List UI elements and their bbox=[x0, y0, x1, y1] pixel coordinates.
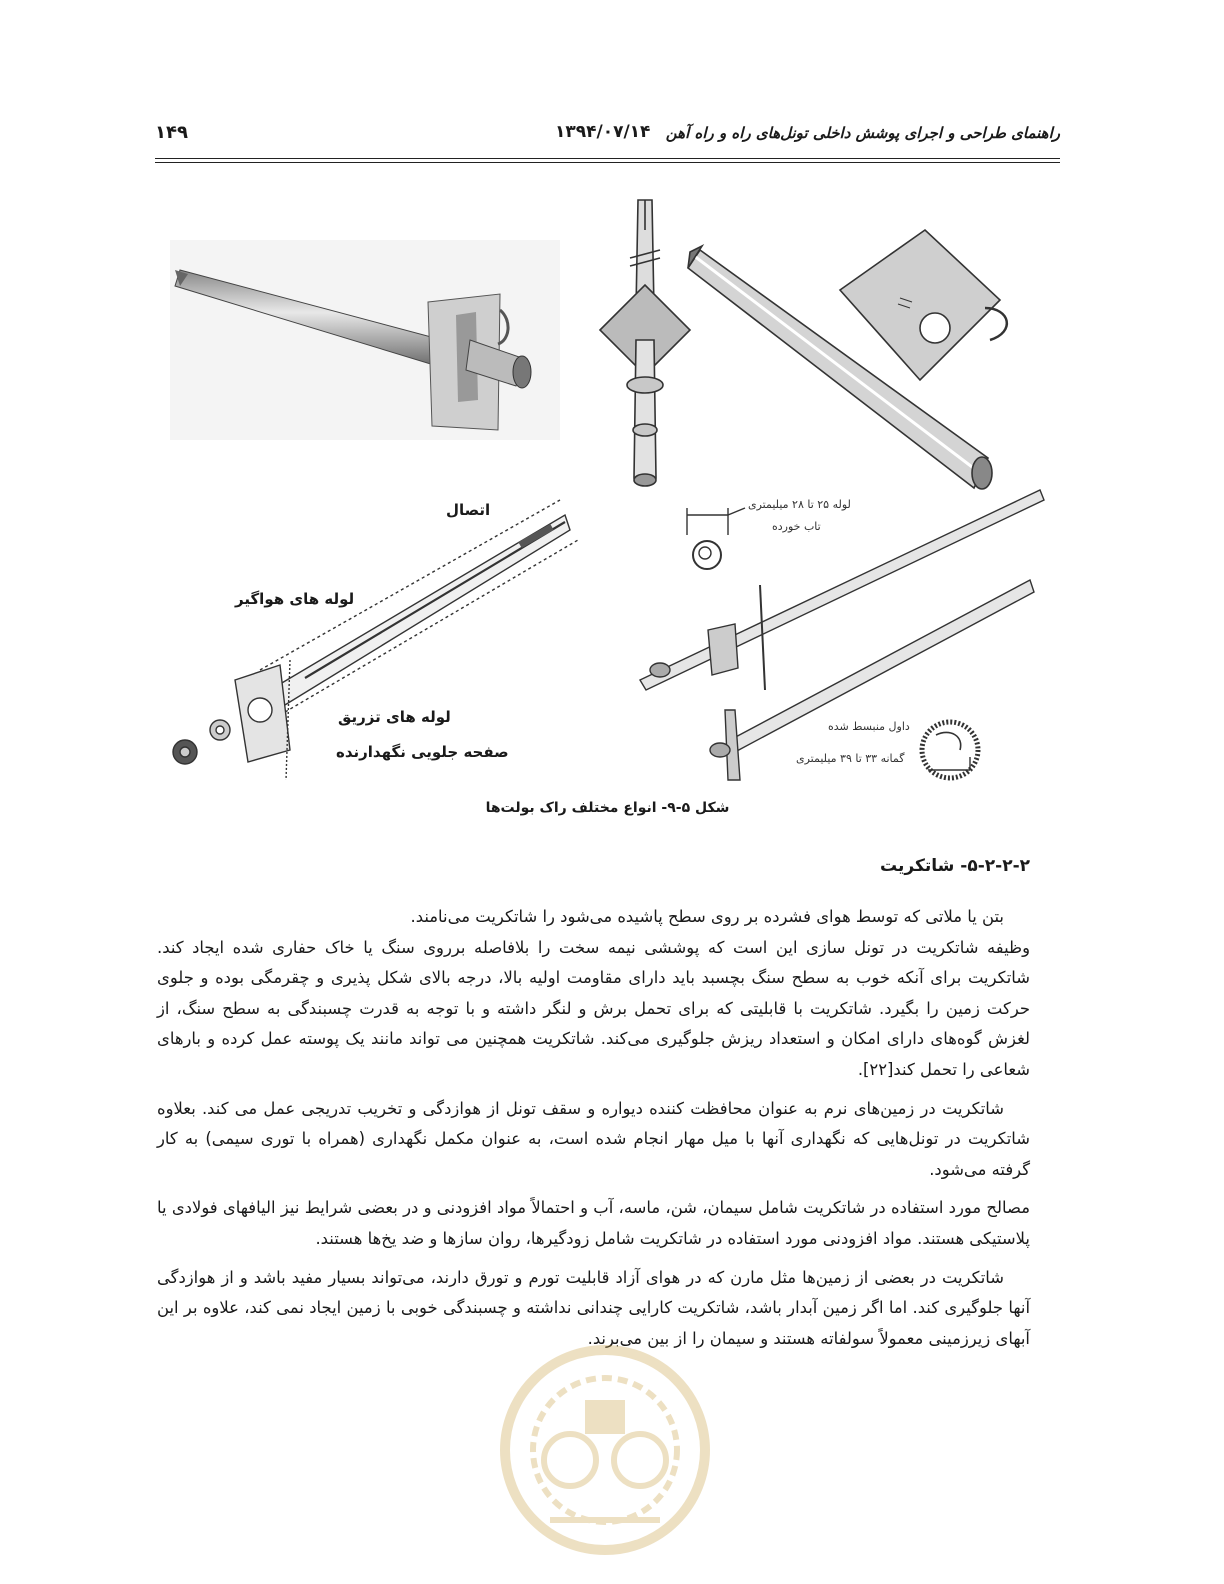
section-heading: ۵-۲-۲-۲- شاتکریت bbox=[880, 856, 1030, 876]
label-injection-pipes: لوله های تزریق bbox=[338, 708, 451, 726]
figure-caption: شکل ۵-۹- انواع مختلف راک بولت‌ها bbox=[485, 800, 730, 816]
paragraph: مصالح مورد استفاده در شاتکریت شامل سیمان، شن، ماسه، آب و احتمالاً مواد افزودنی و در بعضی شرایط نیز الیافهای فولادی یا پلاستیکی هستند. مواد افزودنی مورد استفاده در شاتکریت شامل زودگیرها، روان سازها و ضد یخ‌ها هستند. bbox=[157, 1198, 1030, 1248]
section-body bbox=[157, 902, 1030, 1354]
header-rule-bottom bbox=[155, 162, 1060, 163]
watermark-seal bbox=[490, 1330, 720, 1584]
running-title: راهنمای طراحی و اجرای پوشش داخلی تونل‌های راه و راه آهن bbox=[665, 124, 1060, 142]
page-header bbox=[155, 118, 1060, 158]
label-expanded-dowel: داول منبسط شده bbox=[828, 720, 910, 733]
tube-bolt-wall-drawing bbox=[640, 490, 1044, 780]
label-connection: اتصال bbox=[446, 501, 491, 519]
label-twisted: تاب خورده bbox=[772, 520, 821, 533]
bolt-photo bbox=[170, 240, 560, 440]
label-borehole-size: گمانه ۳۳ تا ۳۹ میلیمتری bbox=[796, 752, 905, 765]
grouted-bolt-drawing bbox=[173, 500, 578, 780]
label-retaining-plate: صفحه جلویی نگهدارنده bbox=[336, 743, 509, 761]
paragraph: شاتکریت در بعضی از زمین‌ها مثل مارن که در هوای آزاد قابلیت تورم و تورق دارند، می‌تواند بسیار مفید باشد و از هوازدگی آنها جلوگیری کند. اما اگر زمین آبدار باشد، شاتکریت کارایی چندانی نداشته و چسبندگی خوبی با زمین ایجاد نمی کند، علاوه بر این آبهای زیرزمینی معمولاً سولفاته هستند و سیمان را از بین می‌برند. bbox=[157, 1267, 1030, 1348]
label-tube-size: لوله ۲۵ تا ۲۸ میلیمتری bbox=[748, 498, 851, 511]
rock-bolt-illustrations bbox=[160, 190, 1060, 785]
paragraph: وظیفه شاتکریت در تونل سازی این است که پوششی نیمه سخت را بلافاصله برروی سنگ یا خاک حفاری شده ایجاد کند. شاتکریت برای آنکه خوب به سطح سنگ بچسبد باید دارای مقاومت اولیه بالا، درجه بالای شکل پذیری و چقرمگی بوده و جلوی حرکت زمین را بگیرد. شاتکریت با قابلیتی که برای تحمل برش و لنگر داشته و با توجه به قدرت چسبندگی به سطح سنگ، از لغزش گوه‌های دارای امکان و استعداد ریزش جلوگیری می‌کند. شاتکریت همچنین می تواند مانند یک پوسته عمل کرده و بارهای شعاعی را تحمل کند[۲۲]. bbox=[157, 937, 1030, 1079]
paragraph: بتن یا ملاتی که توسط هوای فشرده بر روی سطح پاشیده می‌شود را شاتکریت می‌نامند. bbox=[410, 907, 1004, 926]
label-vent-pipes: لوله های هواگیر bbox=[235, 590, 355, 608]
rock-bolt-figure bbox=[160, 190, 1060, 785]
page-number: ۱۴۹ bbox=[155, 122, 188, 143]
header-date: ۱۳۹۴/۰۷/۱۴ bbox=[555, 122, 651, 142]
bearing-plate-drawing bbox=[840, 230, 1007, 380]
split-set-drawing bbox=[600, 200, 690, 486]
header-rule-top bbox=[155, 158, 1060, 159]
paragraph: شاتکریت در زمین‌های نرم به عنوان محافظت کننده دیواره و سقف تونل از هوازدگی و تخریب تدریجی عمل می کند. بعلاوه شاتکریت در تونل‌هایی که نگهداری آنها با میل مهار انجام شده است، به عنوان مکمل نگهداری (همراه با توری سیمی) به کار گرفته می‌شود. bbox=[157, 1098, 1030, 1179]
